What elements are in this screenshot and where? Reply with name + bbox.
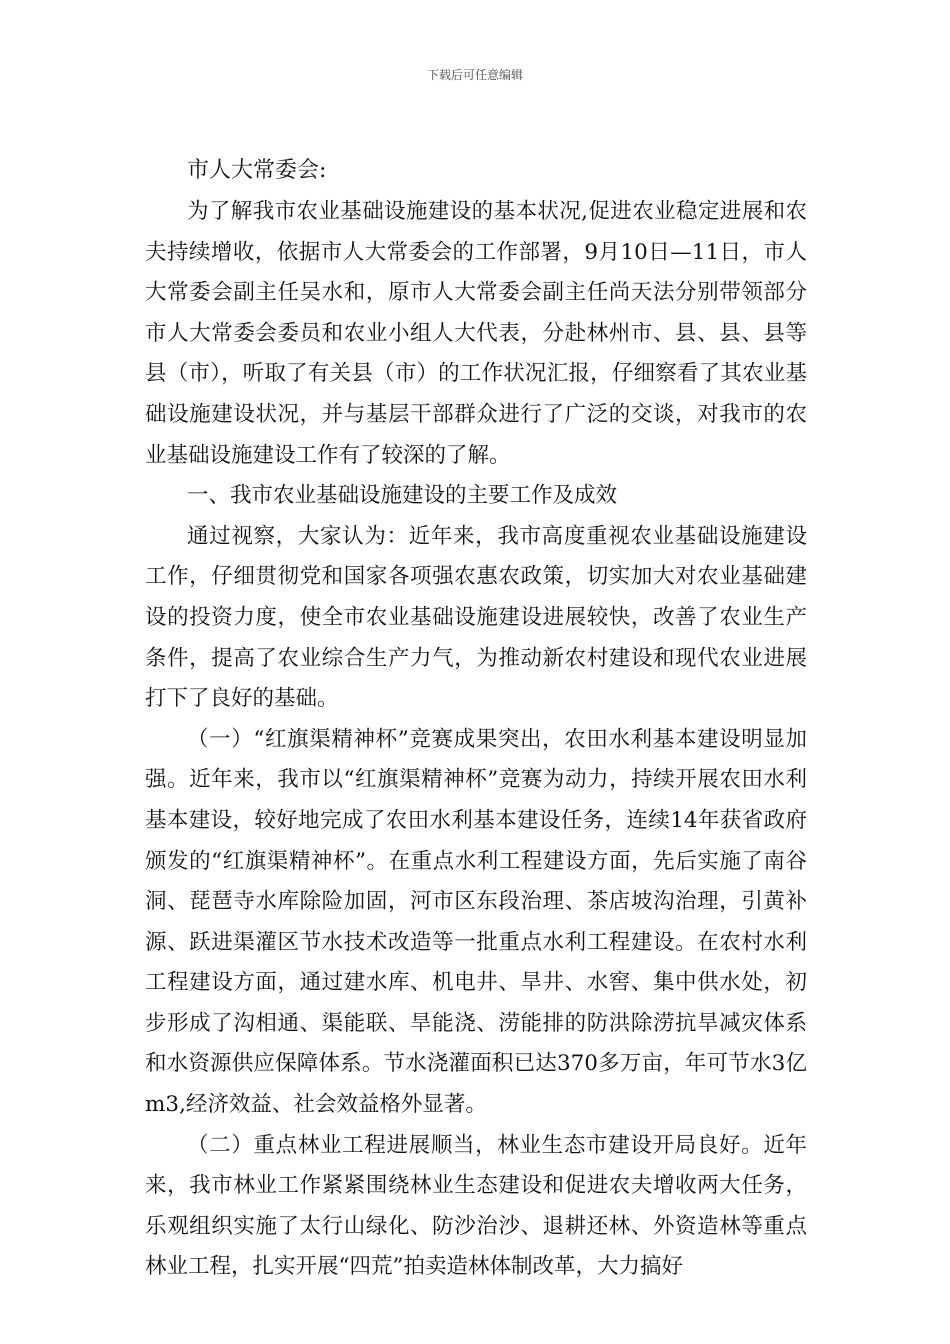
paragraph-forestry: （二）重点林业工程进展顺当，林业生态市建设开局良好。近年来，我市林业工作紧紧围绕林业生态建设和促进农夫增收两大任务，乐观组织实施了太行山绿化、防沙治沙、退耕还林、外资造林等重点林业工程，扎实开展“四荒”拍卖造林体制改革，大力搞好	[145, 1132, 807, 1280]
salutation: 市人大常委会:	[187, 158, 327, 183]
section-heading: 一、我市农业基础设施建设的主要工作及成效	[187, 483, 618, 509]
paragraph-intro: 为了解我市农业基础设施建设的基本状况,促进农业稳定进展和农夫持续增收，依据市人大常委会的工作部署，9月10日—11日，市人大常委会副主任吴水和，原市人大常委会副主任尚天法分别带领部分市人大常委会委员和农业小组人大代表，分赴林州市、县、县、县等县（市），听取了有关县（市）的工作状况汇报，仔细察看了其农业基础设施建设状况，并与基层干部群众进行了广泛的交谈，对我市的农业基础设施建设工作有了较深的了解。	[145, 199, 807, 468]
document-body	[145, 150, 807, 1288]
paragraph-overview: 通过视察，大家认为：近年来，我市高度重视农业基础设施建设工作，仔细贯彻党和国家各项强农惠农政策，切实加大对农业基础建设的投资力度，使全市农业基础设施建设进展较快，改善了农业生产条件，提高了农业综合生产力气，为推动新农村建设和现代农业进展打下了良好的基础。	[145, 523, 807, 712]
header-note: 下载后可任意编辑	[426, 68, 523, 82]
paragraph-water-conservancy: （一）“红旗渠精神杯”竞赛成果突出，农田水利基本建设明显加强。近年来，我市以“红旗渠精神杯”竞赛为动力，持续开展农田水利基本建设，较好地完成了农田水利基本建设任务，连续14年获省政府颁发的“红旗渠精神杯”。在重点水利工程建设方面，先后实施了南谷洞、琵琶寺水库除险加固，河市区东段治理、茶店坡沟治理，引黄补源、跃进渠灌区节水技术改造等一批重点水利工程建设。在农村水利工程建设方面，通过建水库、机电井、旱井、水窖、集中供水处，初步形成了沟相通、渠能联、旱能浇、涝能排的防洪除涝抗旱减灾体系和水资源供应保障体系。节水浇灌面积已达370多万亩，年可节水3亿m3,经济效益、社会效益格外显著。	[145, 726, 807, 1118]
